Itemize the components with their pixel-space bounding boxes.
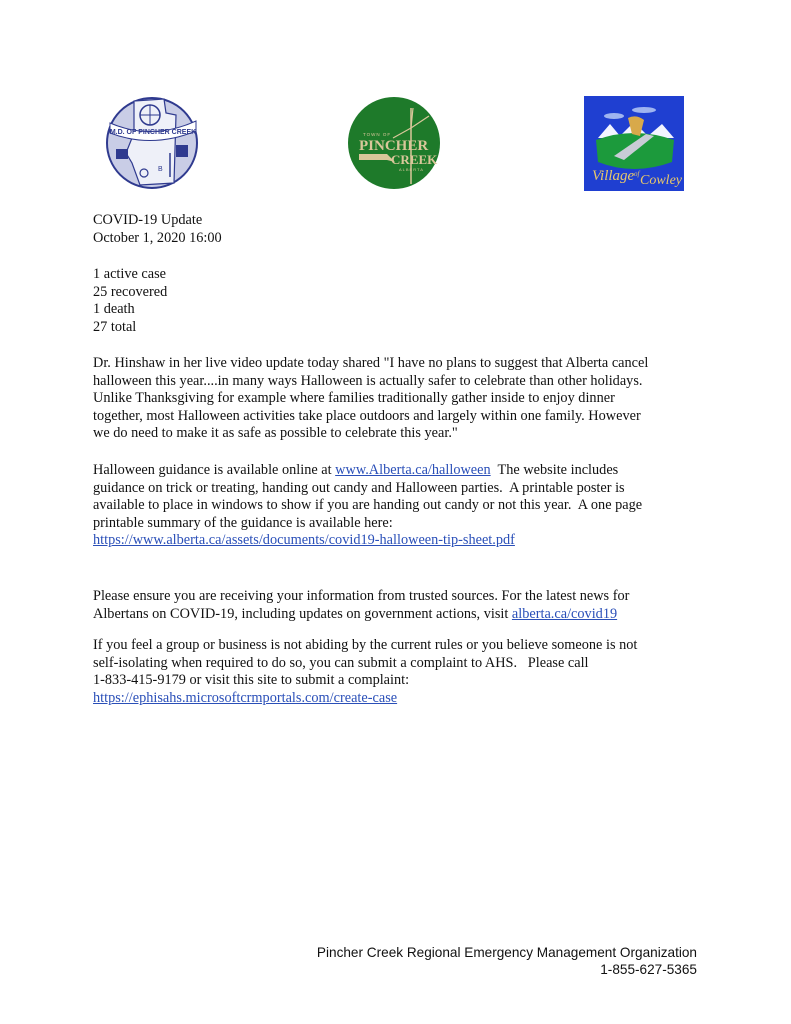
- paragraph-line: Halloween guidance is available online at www.Alberta.ca/halloween The website includes: [93, 462, 619, 478]
- paragraph-line: together, most Halloween activities take place outdoors and largely within one family. However: [93, 407, 641, 424]
- halloween-guidance-paragraph: [93, 462, 642, 550]
- case-stats: [93, 266, 167, 336]
- paragraph-line: we do need to make it as safe as possible to celebrate this year.": [93, 425, 458, 442]
- town-logo-text-top: TOWN OF: [363, 132, 392, 137]
- paragraph-line: Please ensure you are receiving your information from trusted sources. For the latest news for: [93, 588, 630, 604]
- paragraph-line: 1-833-415-9179 or visit this site to submit a complaint:: [93, 672, 410, 689]
- alberta-halloween-link[interactable]: www.Alberta.ca/halloween: [335, 462, 491, 478]
- stat-total: 27 total: [93, 318, 137, 335]
- footer: [317, 944, 697, 978]
- stat-recovered: 25 recovered: [93, 283, 168, 300]
- update-datetime: October 1, 2020 16:00: [93, 229, 222, 246]
- village-logo-text-cowley: Cowley: [640, 173, 682, 188]
- ahs-complaint-link[interactable]: https://ephisahs.microsoftcrmportals.com/create-case: [93, 689, 398, 706]
- md-logo-text: M.D. OF PINCHER CREEK: [109, 129, 197, 136]
- md-pincher-creek-logo: [104, 93, 200, 191]
- paragraph-line: halloween this year....in many ways Halloween is actually safer to celebrate than other holidays.: [93, 372, 643, 389]
- alberta-covid19-link[interactable]: alberta.ca/covid19: [511, 605, 618, 622]
- page-title: COVID-19 Update: [93, 212, 203, 228]
- stat-deaths: 1 death: [93, 301, 135, 318]
- paragraph-line: Dr. Hinshaw in her live video update today shared "I have no plans to suggest that Alberta cancel: [93, 355, 649, 371]
- update-heading: [93, 212, 222, 247]
- halloween-tip-sheet-link[interactable]: https://www.alberta.ca/assets/documents/covid19-halloween-tip-sheet.pdf: [93, 532, 515, 549]
- town-logo-text-bottom: ALBERTA: [399, 167, 424, 172]
- paragraph-line: Unlike Thanksgiving for example where families traditionally gather inside to enjoy dinner: [93, 390, 615, 407]
- town-logo-text-pincher: PINCHER: [359, 138, 429, 154]
- paragraph-line: If you feel a group or business is not abiding by the current rules or you believe someone is not: [93, 637, 638, 653]
- town-pincher-creek-logo: [347, 96, 441, 190]
- svg-text:of: of: [634, 170, 640, 178]
- paragraph-line: Albertans on COVID-19, including updates on government actions, visit alberta.ca/covid19: [93, 605, 618, 622]
- footer-phone: 1-855-627-5365: [600, 962, 697, 977]
- paragraph-line: printable summary of the guidance is available here:: [93, 514, 393, 531]
- paragraph-line: available to place in windows to show if you are handing out candy or not this year. A one page: [93, 497, 643, 514]
- footer-org: Pincher Creek Regional Emergency Management Organization: [316, 945, 697, 960]
- paragraph-line: self-isolating when required to do so, you can submit a complaint to AHS. Please call: [93, 654, 589, 671]
- stat-active: 1 active case: [93, 266, 167, 282]
- svg-text:B: B: [158, 166, 163, 173]
- hinshaw-quote-paragraph: [93, 355, 648, 443]
- complaint-paragraph: [93, 637, 637, 707]
- village-logo-text: Village: [592, 168, 635, 184]
- town-logo-text-creek: CREEK: [391, 152, 438, 167]
- trusted-sources-paragraph: [93, 588, 629, 623]
- village-cowley-logo: [584, 96, 684, 191]
- paragraph-line: [93, 532, 642, 550]
- paragraph-line: [93, 690, 637, 708]
- paragraph-line: guidance on trick or treating, handing out candy and Halloween parties. A printable poster is: [93, 479, 625, 496]
